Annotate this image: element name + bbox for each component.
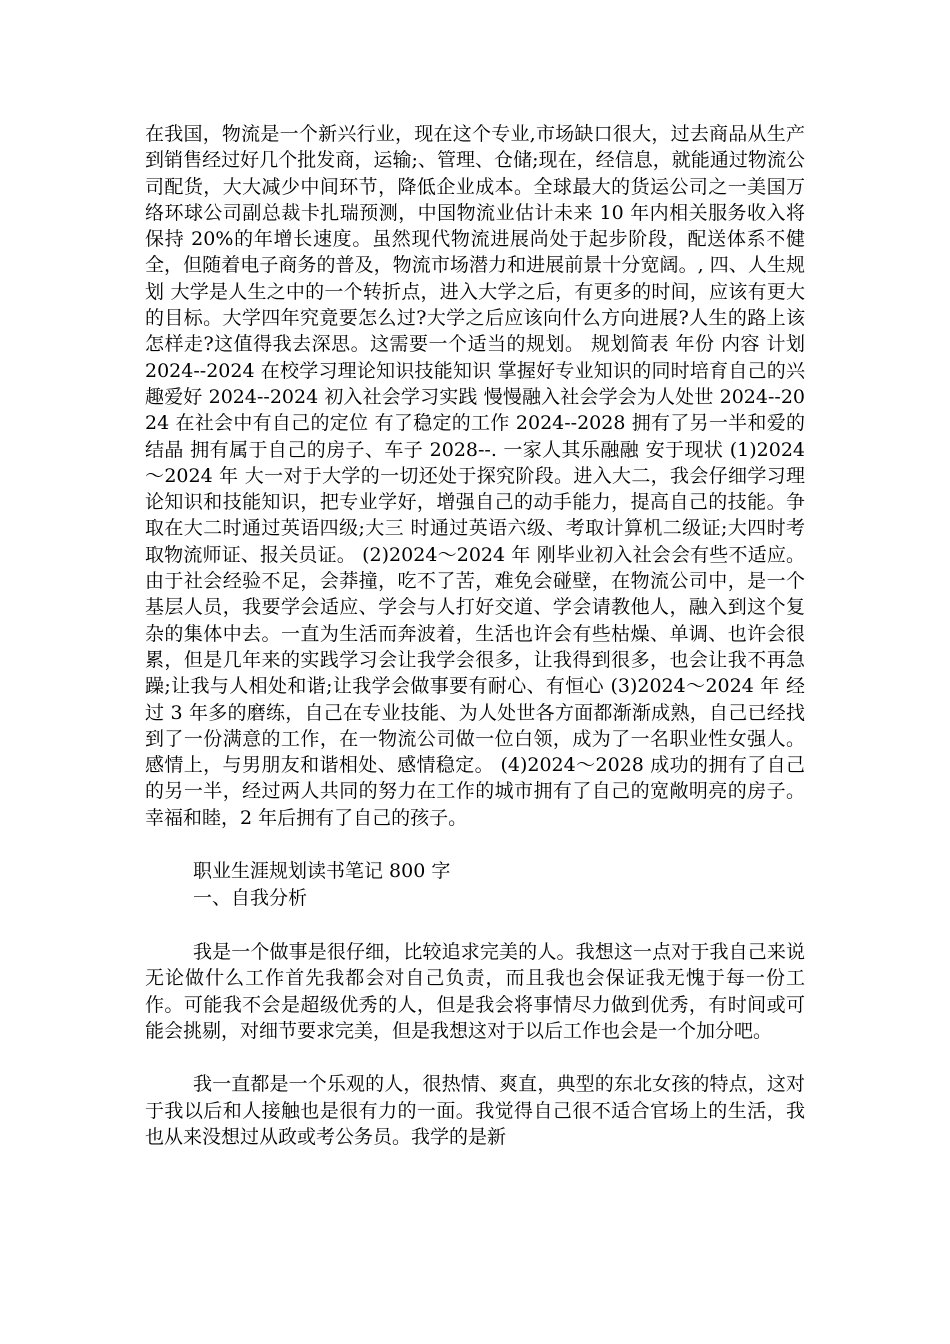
self-analysis-paragraph-1: 我是一个做事是很仔细，比较追求完美的人。我想这一点对于我自己来说无论做什么工作首先我都会对自己负责，而且我也会保证我无愧于每一份工作。可能我不会是超级优秀的人，但是我会将事情尽力做到优秀，有时间或可能会挑剔，对细节要求完美，但是我想这对于以后工作也会是一个加分吧。	[145, 941, 805, 1042]
section-heading: 一、自我分析	[193, 887, 308, 910]
intro-paragraph: 在我国，物流是一个新兴行业，现在这个专业,市场缺口很大，过去商品从生产到销售经过好几个批发商，运输;、管理、仓储;现在，经信息，就能通过物流公司配货，大大减少中间环节，降低企业成本。全球最大的货运公司之一美国万络环球公司副总裁卡扎瑞预测，中国物流业估计未来 10 年内相关服务收入将保持 20%的年增长速度。虽然现代物流进展尚处于起步阶段，配送体系不健全，但随着电子商务的普及，物流市场潜力和进展前景十分宽阔。, 四、人生规划 大学是人生之中的一个转折点，进入大学之后，有更多的时间，应该有更大的目标。大学四年究竟要怎么过?大学之后应该向什么方向进展?人生的路上该怎样走?这值得我去深思。这需要一个适当的规划。 规划简表 年份 内容 计划 2024--2024 在校学习理论知识技能知识 掌握好专业知识的同时培育自己的兴趣爱好 2024--2024 初入社会学习实践 慢慢融入社会学会为人处世 2024--2024 在社会中有自己的定位 有了稳定的工作 2024--2028 拥有了另一半和爱的结晶 拥有属于自己的房子、车子 2028--. 一家人其乐融融 安于现状 (1)2024～2024 年 大一对于大学的一切还处于探究阶段。进入大二，我会仔细学习理论知识和技能知识，把专业学好，增强自己的动手能力，提高自己的技能。争取在大二时通过英语四级;大三 时通过英语六级、考取计算机二级证;大四时考取物流师证、报关员证。 (2)2024～2024 年 刚毕业初入社会会有些不适应。由于社会经验不足，会莽撞，吃不了苦，难免会碰壁，在物流公司中，是一个基层人员，我要学会适应、学会与人打好交道、学会请教他人，融入到这个复杂的集体中去。一直为生活而奔波着，生活也许会有些枯燥、单调、也许会很累，但是几年来的实践学习会让我学会很多，让我得到很多，也会让我不再急躁;让我与人相处和谐;让我学会做事要有耐心、有恒心 (3)2024～2024 年 经过 3 年多的磨练，自己在专业技能、为人处世各方面都渐渐成熟，自己已经找到了一份满意的工作，在一物流公司做一位白领，成为了一名职业性女强人。感情上，与男朋友和谐相处、感情稳定。 (4)2024～2028 成功的拥有了自己的另一半，经过两人共同的努力在工作的城市拥有了自己的宽敞明亮的房子。幸福和睦，2 年后拥有了自己的孩子。	[145, 123, 805, 829]
self-analysis-paragraph-2: 我一直都是一个乐观的人，很热情、爽直，典型的东北女孩的特点，这对于我以后和人接触也是很有力的一面。我觉得自己很不适合官场上的生活，我也从来没想过从政或考公务员。我学的是新	[145, 1073, 805, 1148]
document-page	[145, 121, 805, 1150]
document-title: 职业生涯规划读书笔记 800 字	[193, 860, 451, 883]
